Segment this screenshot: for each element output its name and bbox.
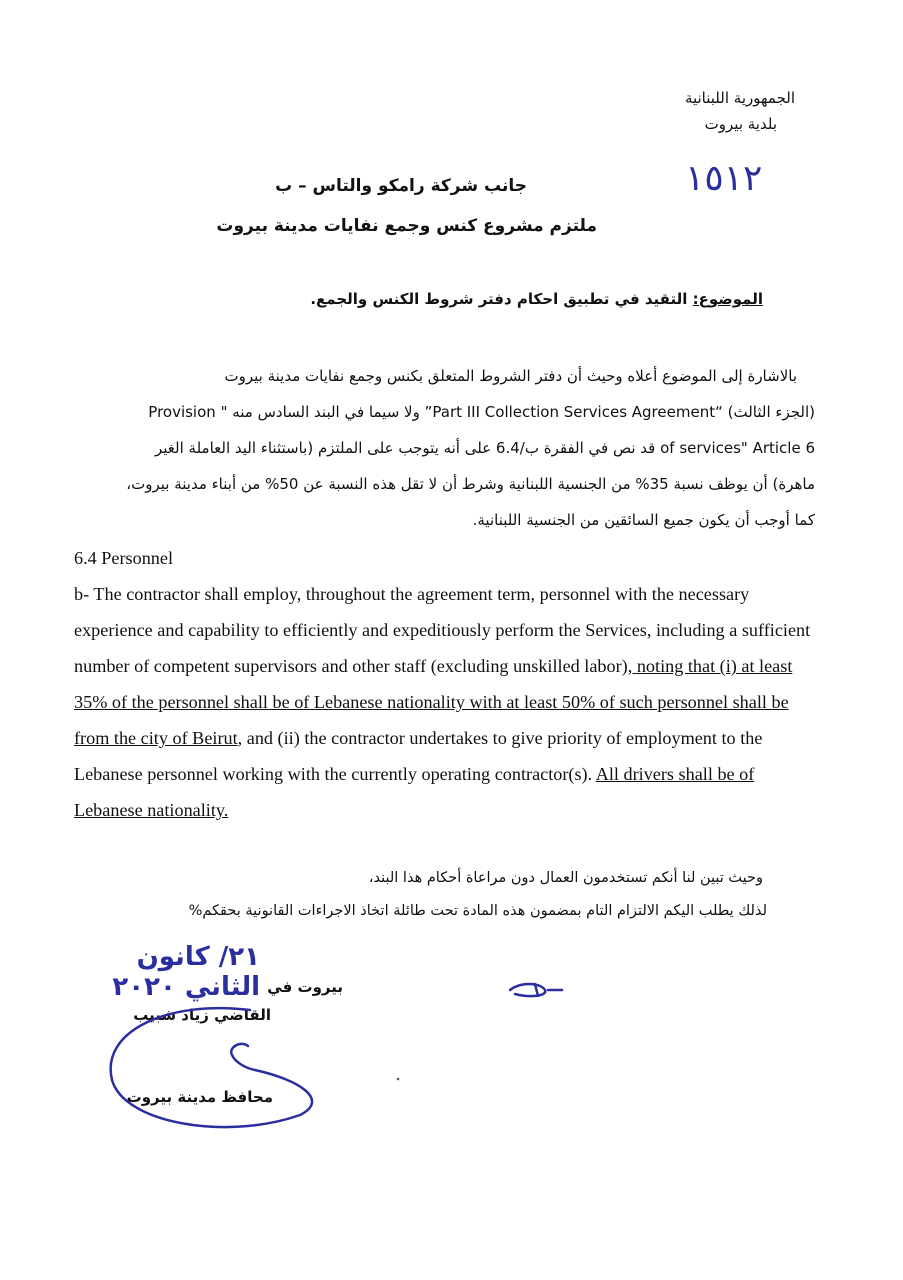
signature-title: محافظ مدينة بيروت	[126, 1088, 273, 1106]
addressee-line-1: جانب شركة رامكو والتاس – ب	[275, 176, 527, 196]
reference-number: ١٥١٢	[685, 158, 763, 199]
closing-line-2: لذلك يطلب اليكم الالتزام التام بمضمون هذه المادة تحت طائلة اتخاذ الاجراءات القانونية بحقكم%	[188, 903, 767, 919]
addressee-line-2: ملتزم مشروع كنس وجمع نفايات مدينة بيروت	[216, 216, 597, 236]
initial-mark	[510, 984, 562, 996]
arabic-body-line: ماهرة) أن يوظف نسبة 35% من الجنسية اللبنانية وشرط أن لا تقل هذه النسبة عن 50% من أبناء مدينة بيروت،	[126, 475, 815, 493]
signature-judge: القاضي زياد شبيب	[133, 1006, 271, 1024]
closing-line-1: وحيث تبين لنا أنكم تستخدمون العمال دون مراعاة أحكام هذا البند،	[368, 870, 763, 886]
signature-place: بيروت في	[267, 978, 343, 996]
arabic-body-line: (الجزء الثالث) “Part III Collection Services Agreement” ولا سيما في البند السادس منه " Provision	[148, 403, 815, 421]
signature-loop	[111, 1008, 312, 1127]
ink-dot	[397, 1078, 400, 1081]
clause-underlined-1: , noting that (i) at least 35% of the personnel shall be of Lebanese nationality with at least 50% of such personnel shall be from the city of Beirut	[74, 656, 793, 748]
republic-header: الجمهورية اللبنانية	[684, 89, 795, 107]
clause-text-2: , and (ii) the contractor undertakes to give priority of employment to the Lebanese personnel working with the currently operating contractor(s).	[74, 728, 763, 784]
arabic-body-line: كما أوجب أن يكون جميع السائقين من الجنسية اللبنانية.	[472, 511, 815, 529]
clause-underlined-2: All drivers shall be of Lebanese nationality.	[74, 764, 755, 820]
arabic-body-line: بالاشارة إلى الموضوع أعلاه وحيث أن دفتر الشروط المتعلق بكنس وجمع نفايات مدينة بيروت	[224, 367, 797, 385]
subject-label: الموضوع:	[692, 290, 763, 308]
section-heading: 6.4 Personnel	[74, 548, 174, 568]
arabic-body-line: of services" Article 6 قد نص في الفقرة ب/6.4 على أنه يتوجب على الملتزم (باستثناء اليد العاملة الغير	[155, 439, 815, 457]
municipality-header: بلدية بيروت	[704, 115, 777, 133]
subject-text: التقيد في تطبيق احكام دفتر شروط الكنس والجمع.	[310, 290, 688, 308]
clause-text-1: b- The contractor shall employ, throughout the agreement term, personnel with the necessary experience and capability to efficiently and expeditiously perform the Services, including a sufficient number of competent supervisors and other staff (excluding unskilled labor)	[74, 584, 811, 676]
handwritten-date: ٢١/ كانون الثاني ٢٠٢٠	[112, 942, 260, 1002]
